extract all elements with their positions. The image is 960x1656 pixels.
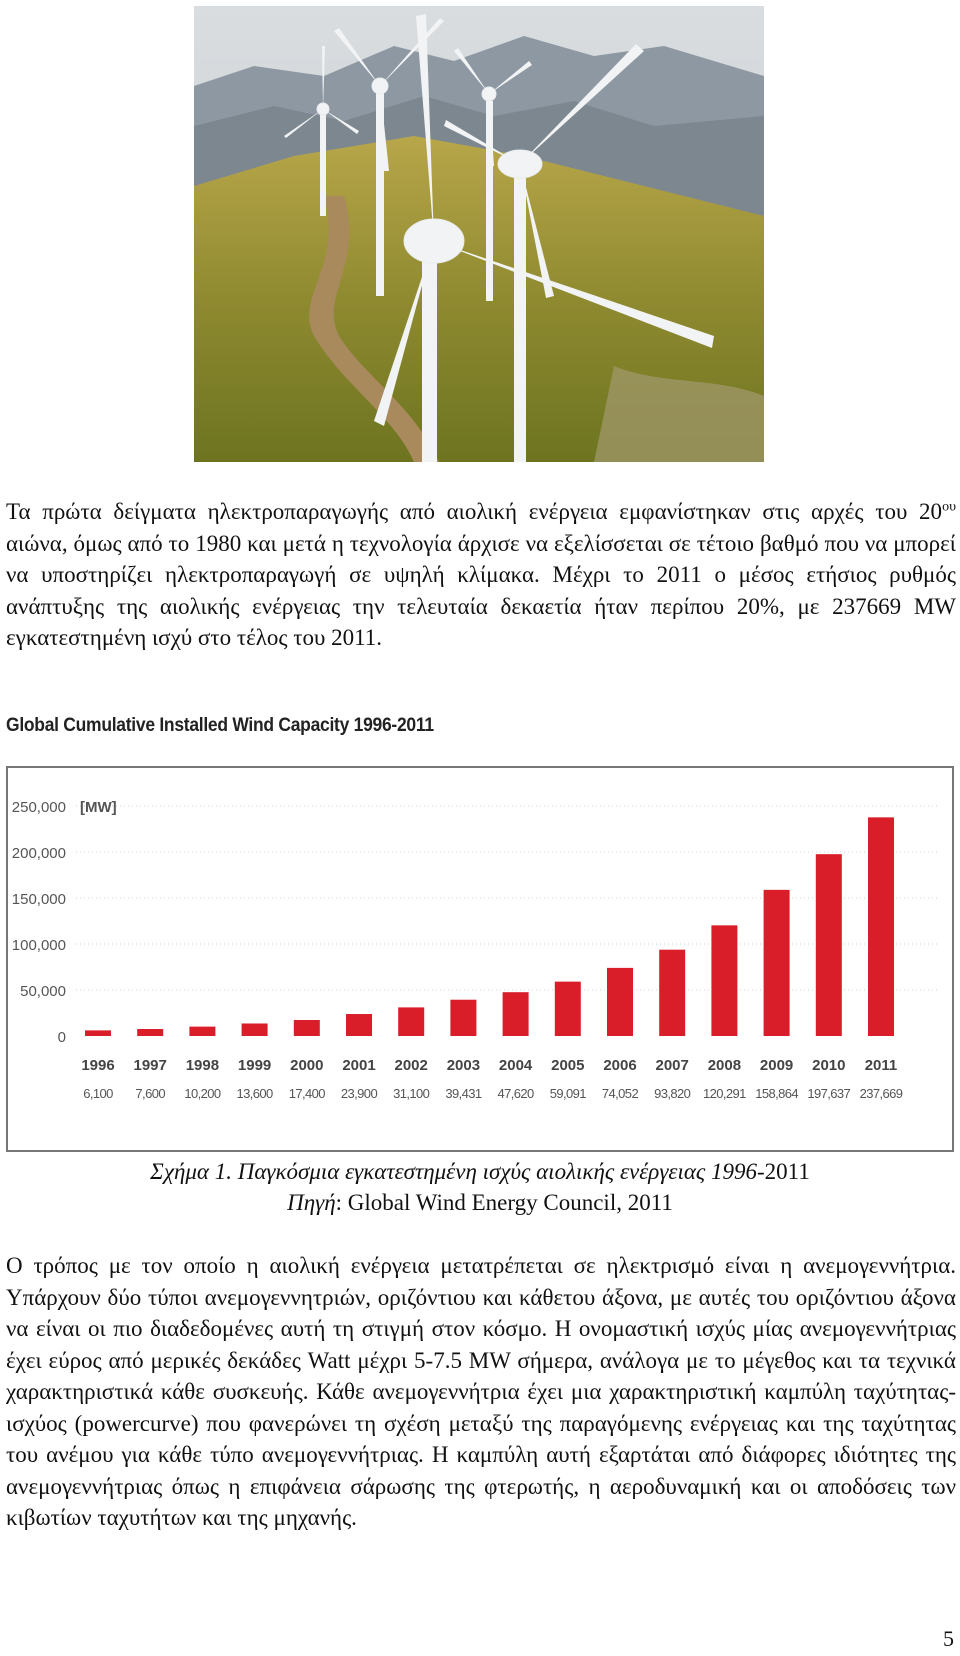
x-tick-label: 2011 <box>864 1057 898 1074</box>
data-label: 93,820 <box>654 1086 691 1101</box>
data-label: 158,864 <box>755 1086 798 1101</box>
intro-text-start: Τα πρώτα δείγματα ηλεκτροπαραγωγής από αιολική ενέργεια εμφανίστηκαν στις αρχές του 20 <box>6 499 943 524</box>
figure-source <box>0 1187 960 1218</box>
y-tick-label: 150,000 <box>11 891 66 908</box>
bar <box>503 992 529 1036</box>
x-tick-label: 1996 <box>81 1057 115 1074</box>
y-tick-label: 50,000 <box>20 983 66 1000</box>
bar <box>85 1030 111 1036</box>
capacity-chart <box>6 766 954 1152</box>
intro-paragraph <box>6 496 956 654</box>
data-label: 10,200 <box>184 1086 221 1101</box>
data-label: 237,669 <box>859 1086 903 1101</box>
chart-title: Global Cumulative Installed Wind Capacity 1996-2011 <box>6 715 434 736</box>
bar <box>764 890 790 1036</box>
data-label: 13,600 <box>236 1086 273 1101</box>
x-tick-label: 1997 <box>133 1057 167 1074</box>
y-unit-label: [MW] <box>80 799 117 816</box>
body-paragraph: Ο τρόπος με τον οποίο η αιολική ενέργεια μετατρέπεται σε ηλεκτρισμό είναι η ανεμογεννήτρια. Υπάρχουν δύο τύποι ανεμογεννητριών, οριζόντιου και κάθετου άξονα, με αυτές του οριζόντιου άξονα να είναι οι πιο διαδεδομένες αυτή τη στιγμή στον κόσμο. Η ονομαστική ισχύς μίας ανεμογεννήτριας έχει εύρος από μερικές δεκάδες Watt μέχρι 5-7.5 MW σήμερα, ανάλογα με το μέγεθος και τα τεχνικά χαρακτηριστικά κάθε συσκευής. Κάθε ανεμογεννήτρια έχει μια χαρακτηριστική καμπύλη ταχύτητας- ισχύος (powercurve) που φανερώνει τη σχέση μεταξύ της παραγόμενης ενέργειας και της ταχύτητας του ανέμου για κάθε τύπο ανεμογεννήτριας. Η καμπύλη αυτή εξαρτάται από διάφορες ιδιότητες της ανεμογεννήτριας όπως η επιφάνεια σάρωσης της φτερωτής, η αεροδυναμική και οι αποδόσεις των κιβωτίων ταχυτήτων και της μηχανής. <box>6 1253 956 1530</box>
superscript-ordinal: ου <box>942 499 956 515</box>
chart-svg <box>8 768 952 1150</box>
data-label: 120,291 <box>703 1086 746 1101</box>
data-label: 59,091 <box>549 1086 586 1101</box>
x-tick-label: 2004 <box>498 1057 533 1074</box>
data-label: 6,100 <box>83 1086 113 1101</box>
bar <box>868 817 894 1036</box>
bar <box>607 968 633 1036</box>
x-tick-label: 2005 <box>551 1057 585 1074</box>
bar <box>137 1029 163 1036</box>
x-tick-label: 2002 <box>394 1057 428 1074</box>
figure-caption <box>0 1156 960 1187</box>
bar <box>294 1020 320 1036</box>
x-tick-label: 1999 <box>237 1057 272 1074</box>
figure-caption-label: Σχήμα 1. Παγκόσμια εγκατεστημένη ισχύς αιολικής ενέργειας 1996- <box>150 1159 765 1184</box>
x-tick-label: 1998 <box>185 1057 220 1074</box>
data-label: 47,620 <box>497 1086 534 1101</box>
figure-source-label: Πηγή <box>287 1190 336 1215</box>
x-tick-label: 2007 <box>655 1057 689 1074</box>
bar <box>346 1014 372 1036</box>
y-tick-label: 100,000 <box>11 937 66 954</box>
data-label: 197,637 <box>807 1086 851 1101</box>
x-tick-label: 2003 <box>446 1057 481 1074</box>
x-tick-label: 2001 <box>342 1057 376 1074</box>
bar <box>450 1000 476 1036</box>
x-tick-label: 2006 <box>603 1057 637 1074</box>
x-tick-label: 2010 <box>812 1057 846 1074</box>
bar <box>816 854 842 1036</box>
x-tick-label: 2000 <box>290 1057 324 1074</box>
bar <box>242 1023 268 1036</box>
intro-text-end: αιώνα, όμως από το 1980 και μετά η τεχνολογία άρχισε να εξελίσσεται σε τέτοιο βαθμό που να μπορεί να υποστηρίζει ηλεκτροπαραγωγή σε υψηλή κλίμακα. Μέχρι το 2011 ο μέσος ετήσιος ρυθμός ανάπτυξης της αιολικής ενέργειας την τελευταία δεκαετία ήταν περίπου 20%, με 237669 MW εγκατεστημένη ισχύ στο τέλος του 2011. <box>6 530 956 650</box>
data-label: 74,052 <box>601 1086 639 1101</box>
figure-source-text: : Global Wind Energy Council, 2011 <box>335 1190 673 1215</box>
y-tick-label: 250,000 <box>11 799 66 816</box>
bar <box>711 925 737 1036</box>
x-tick-label: 2009 <box>759 1057 794 1074</box>
bar <box>189 1027 215 1036</box>
data-label: 39,431 <box>445 1086 482 1101</box>
y-tick-label: 200,000 <box>11 845 66 862</box>
data-label: 31,100 <box>393 1086 430 1101</box>
data-label: 17,400 <box>288 1086 325 1101</box>
bar <box>555 982 581 1036</box>
bar <box>659 950 685 1036</box>
data-label: 7,600 <box>135 1086 165 1101</box>
data-label: 23,900 <box>340 1086 378 1101</box>
figure-caption-year: 2011 <box>764 1159 810 1184</box>
page-number: 5 <box>943 1626 954 1651</box>
wind-turbines-photo <box>194 6 764 462</box>
y-tick-label: 0 <box>57 1029 66 1046</box>
x-tick-label: 2008 <box>707 1057 742 1074</box>
bar <box>398 1007 424 1036</box>
